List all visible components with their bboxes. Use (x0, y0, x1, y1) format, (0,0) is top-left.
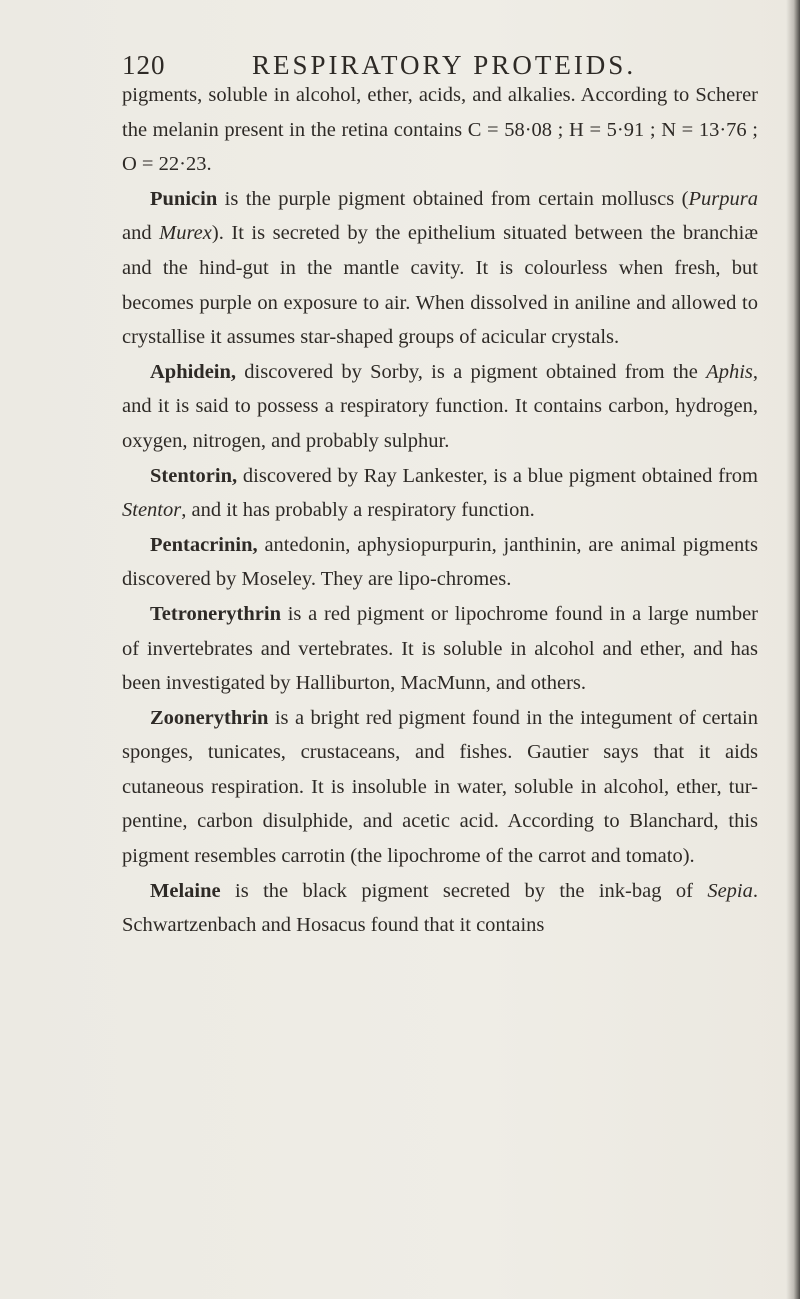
paragraph-punicin: Punicin is the purple pigment obtained from certain molluscs (Purpura and Murex). It is secreted by the epithelium situated between the branchiæ and the hind-gut in the mantle cavity. It is colourless when fresh, but becomes purple on exposure to air. When dissolved in aniline and allowed to crystallise it assumes star-shaped groups of acicular crystals. (122, 187, 758, 349)
term-pentacrinin: Pentacrinin, (150, 533, 258, 556)
term-aphidein: Aphidein, (150, 360, 237, 383)
running-head: RESPIRATORY PROTEIDS. (252, 50, 637, 80)
page-edge-shadow (786, 0, 800, 1299)
paragraph-pentacrinin: Pentacrinin, antedonin, aphysiopurpurin, janthinin, are animal pigments discovered by Moseley. They are lipo-chromes. (122, 533, 758, 591)
term-punicin: Punicin (150, 187, 218, 210)
page-number: 120 (122, 50, 166, 80)
paragraph-aphidein: Aphidein, discovered by Sorby, is a pigment obtained from the Aphis, and it is said to possess a respiratory function. It contains carbon, hydrogen, oxygen, nitrogen, and probably sulphur. (122, 360, 758, 452)
term-tetronerythrin: Tetronerythrin (150, 602, 281, 625)
term-zoonerythrin: Zoonerythrin (150, 706, 269, 729)
paragraph-tetronerythrin: Tetronerythrin is a red pigment or lipochrome found in a large number of invertebrates and vertebrates. It is soluble in alcohol and ether, and has been investigated by Halliburton, MacMunn, and others. (122, 602, 758, 695)
paragraph-melaine: Melaine is the black pigment secreted by the ink-bag of Sepia. Schwartzenbach and Hosacus found that it contains (122, 879, 758, 937)
paragraph-continuation: pigments, soluble in alcohol, ether, acids, and alkalies. According to Scherer the melanin present in the retina contains C = 58·08 ; H = 5·91 ; N = 13·76 ; O = 22·23. (122, 84, 758, 176)
term-melaine: Melaine (150, 879, 221, 902)
body-text (122, 78, 758, 943)
paragraph-stentorin: Stentorin, discovered by Ray Lankester, is a blue pigment obtained from Stentor, and it has probably a respiratory function. (122, 464, 758, 522)
paragraph-zoonerythrin: Zoonerythrin is a bright red pigment found in the integument of certain sponges, tunicates, crustaceans, and fishes. Gautier says that it aids cutaneous respiration. It is insoluble in water, soluble in alcohol, ether, tur-pentine, carbon disulphide, and acetic acid. According to Blanchard, this pigment resembles carrotin (the lipochrome of the carrot and tomato). (122, 706, 758, 868)
term-stentorin: Stentorin, (150, 464, 238, 487)
